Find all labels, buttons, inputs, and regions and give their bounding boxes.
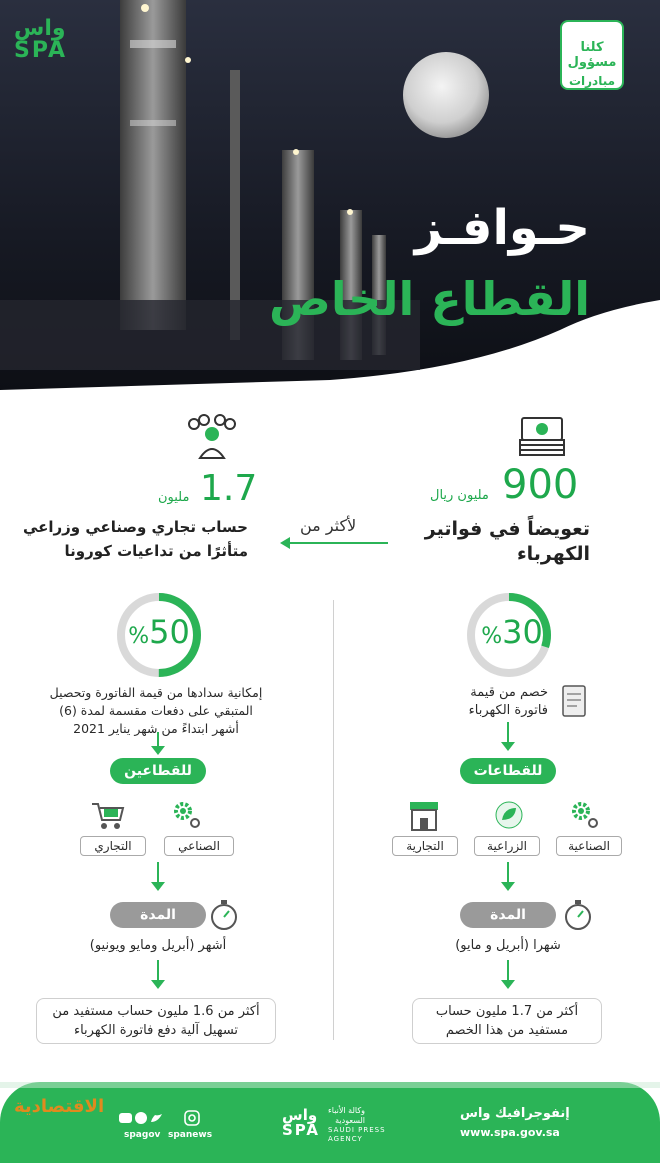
arrow-down-icon — [150, 862, 166, 892]
arrow-down-icon — [150, 732, 166, 756]
duration-label-right: المدة — [460, 902, 556, 928]
column-divider — [333, 600, 334, 1040]
percent-right-value — [472, 612, 552, 657]
result-left-line1: أكثر من 1.6 مليون حساب مستفيد من — [52, 1004, 260, 1019]
left-desc-line2: المتبقي على دفعات مقسمة لمدة (6) — [59, 703, 253, 718]
sector-right-1: الصناعية — [556, 836, 622, 856]
percent-left-number: 50 — [149, 613, 190, 651]
campaign-logo: كلنا مسؤول — [560, 20, 624, 90]
gear-icon — [568, 798, 602, 832]
footer-spa-logo: واس SPA — [282, 1106, 321, 1139]
connector-arrow-icon — [278, 536, 390, 550]
discount-line1: خصم من قيمة — [470, 685, 548, 700]
footer-agency-ar — [328, 1106, 365, 1126]
social-handle-1[interactable]: spanews — [168, 1130, 213, 1140]
stat-right-text-line1: تعويضاً في فواتير — [424, 518, 590, 540]
stat-left-unit: مليون — [158, 490, 190, 505]
hero-title-line2: القطاع الخاص — [268, 272, 590, 326]
stat-right-unit: مليون ريال — [430, 488, 489, 503]
footer-highlight — [0, 1082, 660, 1088]
cart-icon — [90, 798, 126, 832]
footer-site-label: إنفوجرافيك واس — [460, 1106, 570, 1121]
left-desc-line1: إمكانية سدادها من قيمة الفاتورة وتحصيل — [49, 685, 263, 700]
arrow-down-icon — [500, 960, 516, 990]
instagram-icon[interactable] — [184, 1110, 200, 1126]
stat-right-number: 900 — [502, 462, 579, 508]
arrow-down-icon — [500, 722, 516, 752]
connector-text: لأكثر من — [300, 516, 357, 535]
result-box-left — [36, 998, 276, 1044]
percent-left-value — [118, 612, 200, 657]
people-icon — [184, 412, 240, 462]
gear-icon — [170, 798, 204, 832]
percent-left-sign: % — [128, 624, 150, 649]
twitter-icon — [151, 1114, 162, 1122]
hero-title-line1: حـوافـز — [414, 200, 590, 256]
sectors-label-left: للقطاعين — [110, 758, 206, 784]
left-description — [20, 684, 292, 738]
agency-ar-line2: السعودية — [335, 1116, 366, 1125]
agency-ar-line1: وكالة الأنباء — [328, 1106, 366, 1115]
footer-site-url[interactable]: www.spa.gov.sa — [460, 1126, 560, 1139]
stat-left-text-line1: حساب تجاري وصناعي وزراعي — [22, 518, 248, 536]
percent-right-number: 30 — [502, 613, 543, 651]
campaign-logo-sub: مبادرات — [568, 74, 616, 88]
stat-left-text-line2: متأثرًا من تداعيات كورونا — [64, 542, 248, 560]
money-icon — [514, 410, 574, 460]
result-right-line2: مستفيد من هذا الخصم — [445, 1023, 569, 1038]
snapchat-icon — [135, 1112, 147, 1124]
social-handle-2[interactable]: spagov — [124, 1130, 161, 1140]
left-desc-line3: أشهر ابتداءً من شهر يناير 2021 — [73, 721, 239, 736]
stopwatch-icon — [562, 898, 594, 932]
sector-left-1: الصناعي — [164, 836, 234, 856]
result-right-line1: أكثر من 1.7 مليون حساب — [435, 1004, 579, 1019]
arrow-down-icon — [150, 960, 166, 990]
footer-agency-en — [328, 1126, 386, 1144]
agency-en-line1: SAUDI PRESS — [328, 1126, 386, 1134]
social-icons — [118, 1110, 164, 1126]
sector-left-2: التجاري — [80, 836, 146, 856]
percent-right-sign: % — [481, 624, 503, 649]
bill-icon — [558, 683, 592, 721]
sector-right-3: التجارية — [392, 836, 458, 856]
youtube-icon — [119, 1113, 132, 1123]
result-box-right — [412, 998, 602, 1044]
watermark-logo: الاقتصادية — [14, 1096, 105, 1117]
leaf-icon — [494, 800, 524, 830]
duration-label-left: المدة — [110, 902, 206, 928]
spa-logo: واس SPA — [14, 16, 67, 63]
arrow-down-icon — [500, 862, 516, 892]
sector-right-2: الزراعية — [474, 836, 540, 856]
hero-banner — [0, 0, 660, 390]
sectors-label-right: للقطاعات — [460, 758, 556, 784]
duration-text-left: أشهر (أبريل ومايو ويونيو) — [89, 938, 227, 953]
stat-right-text-line2: الكهرباء — [516, 543, 590, 565]
stopwatch-icon — [208, 898, 240, 932]
duration-text-right: شهرا (أبريل و مايو) — [455, 938, 561, 953]
result-left-line2: تسهيل آلية دفع فاتورة الكهرباء — [73, 1023, 239, 1038]
moon-image — [403, 52, 489, 138]
discount-line2: فاتورة الكهرباء — [468, 703, 548, 718]
agency-en-line2: AGENCY — [328, 1135, 363, 1143]
shop-icon — [406, 798, 442, 832]
stat-left-number: 1.7 — [200, 468, 258, 509]
